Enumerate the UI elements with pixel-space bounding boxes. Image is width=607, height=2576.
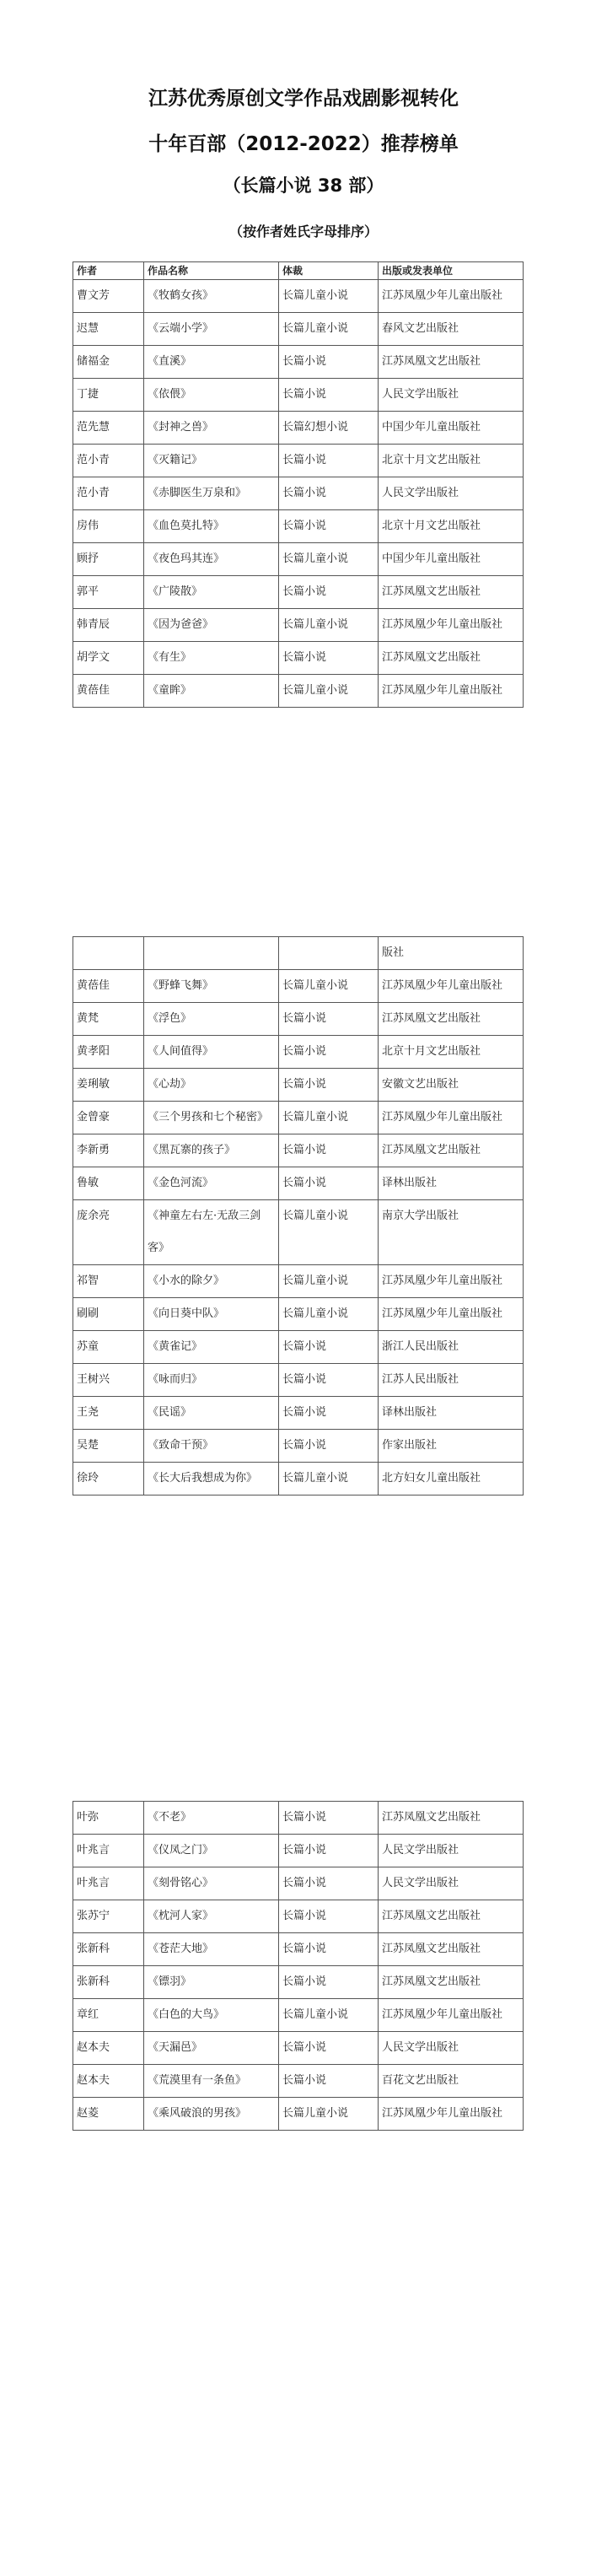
table-row (73, 1933, 524, 1966)
work-title-cell: 《金色河流》 (144, 1167, 279, 1200)
table-row (73, 445, 524, 477)
genre-cell: 长篇儿童小说 (279, 1200, 379, 1265)
publisher-cell: 北京十月文艺出版社 (379, 445, 524, 477)
author-cell: 迟慧 (73, 313, 144, 346)
work-title-cell: 《民谣》 (144, 1397, 279, 1430)
header-publisher: 出版或发表单位 (379, 262, 524, 280)
author-cell: 叶兆言 (73, 1867, 144, 1900)
author-cell: 李新勇 (73, 1134, 144, 1167)
table-row (73, 609, 524, 642)
publisher-cell: 江苏人民出版社 (379, 1364, 524, 1397)
publisher-cell: 北京十月文艺出版社 (379, 510, 524, 543)
publisher-cell: 版社 (379, 937, 524, 970)
genre-cell: 长篇儿童小说 (279, 543, 379, 576)
document-title-line-1: 江苏优秀原创文学作品戏剧影视转化 (148, 88, 459, 110)
author-cell: 苏童 (73, 1331, 144, 1364)
work-title-cell: 《人间值得》 (144, 1036, 279, 1069)
work-title-cell: 《直溪》 (144, 346, 279, 379)
work-title-cell: 《黑瓦寨的孩子》 (144, 1134, 279, 1167)
document-title-line-2: 十年百部（2012-2022）推荐榜单 (148, 133, 459, 155)
table-row (73, 1364, 524, 1397)
genre-cell: 长篇小说 (279, 1835, 379, 1867)
publisher-cell: 人民文学出版社 (379, 2032, 524, 2065)
table-row (73, 1167, 524, 1200)
author-cell: 房伟 (73, 510, 144, 543)
table-row (73, 1036, 524, 1069)
publisher-cell: 江苏凤凰少年儿童出版社 (379, 2098, 524, 2131)
publisher-cell: 江苏凤凰少年儿童出版社 (379, 1298, 524, 1331)
author-cell: 赵本夫 (73, 2032, 144, 2065)
author-cell: 储福金 (73, 346, 144, 379)
work-title-cell: 《致命干预》 (144, 1430, 279, 1463)
genre-cell: 长篇小说 (279, 1397, 379, 1430)
work-title-cell: 《广陵散》 (144, 576, 279, 609)
genre-cell: 长篇小说 (279, 477, 379, 510)
author-cell (73, 937, 144, 970)
publisher-cell: 江苏凤凰文艺出版社 (379, 576, 524, 609)
publisher-cell: 江苏凤凰文艺出版社 (379, 346, 524, 379)
publisher-cell: 中国少年儿童出版社 (379, 543, 524, 576)
publisher-cell: 南京大学出版社 (379, 1200, 524, 1265)
genre-cell: 长篇小说 (279, 1430, 379, 1463)
genre-cell: 长篇小说 (279, 1331, 379, 1364)
table-row (73, 1102, 524, 1134)
work-title-cell: 《长大后我想成为你》 (144, 1463, 279, 1495)
work-title-cell: 《刻骨铭心》 (144, 1867, 279, 1900)
work-title-cell: 《神童左右左·无敌三剑客》 (144, 1200, 279, 1265)
work-title-cell: 《云端小学》 (144, 313, 279, 346)
author-cell: 王树兴 (73, 1364, 144, 1397)
work-title-cell: 《荒漠里有一条鱼》 (144, 2065, 279, 2098)
table-row (73, 1069, 524, 1102)
author-cell: 黄蓓佳 (73, 970, 144, 1003)
table-row (73, 642, 524, 675)
work-title-cell: 《乘风破浪的男孩》 (144, 2098, 279, 2131)
table-row (73, 970, 524, 1003)
genre-cell: 长篇小说 (279, 1966, 379, 1999)
work-title-cell: 《心劫》 (144, 1069, 279, 1102)
work-title-cell: 《枕河人家》 (144, 1900, 279, 1933)
author-cell: 胡学文 (73, 642, 144, 675)
work-title-cell: 《向日葵中队》 (144, 1298, 279, 1331)
genre-cell: 长篇儿童小说 (279, 1463, 379, 1495)
author-cell: 刷刷 (73, 1298, 144, 1331)
author-cell: 郭平 (73, 576, 144, 609)
author-cell: 叶兆言 (73, 1835, 144, 1867)
table-row (73, 937, 524, 970)
author-cell: 范先慧 (73, 412, 144, 445)
table-row (73, 1835, 524, 1867)
genre-cell: 长篇小说 (279, 1867, 379, 1900)
author-cell: 姜琍敏 (73, 1069, 144, 1102)
header-genre: 体裁 (279, 262, 379, 280)
genre-cell: 长篇小说 (279, 346, 379, 379)
work-title-cell: 《镖羽》 (144, 1966, 279, 1999)
author-cell: 叶弥 (73, 1802, 144, 1835)
table-row (73, 1430, 524, 1463)
work-title-cell: 《浮色》 (144, 1003, 279, 1036)
genre-cell: 长篇儿童小说 (279, 1298, 379, 1331)
genre-cell: 长篇儿童小说 (279, 280, 379, 313)
header-author: 作者 (73, 262, 144, 280)
publisher-cell: 人民文学出版社 (379, 477, 524, 510)
table-row (73, 2065, 524, 2098)
recommendation-table-page-3 (73, 1801, 524, 2131)
publisher-cell: 作家出版社 (379, 1430, 524, 1463)
author-cell: 赵菱 (73, 2098, 144, 2131)
author-cell: 曹文芳 (73, 280, 144, 313)
genre-cell: 长篇小说 (279, 2065, 379, 2098)
author-cell: 张新科 (73, 1933, 144, 1966)
work-title-cell: 《灭籍记》 (144, 445, 279, 477)
table-row (73, 1265, 524, 1298)
author-cell: 鲁敏 (73, 1167, 144, 1200)
publisher-cell: 人民文学出版社 (379, 1835, 524, 1867)
publisher-cell: 译林出版社 (379, 1397, 524, 1430)
publisher-cell: 江苏凤凰少年儿童出版社 (379, 675, 524, 708)
work-title-cell: 《黄雀记》 (144, 1331, 279, 1364)
work-title-cell: 《野蜂飞舞》 (144, 970, 279, 1003)
author-cell: 黄孝阳 (73, 1036, 144, 1069)
table-row (73, 346, 524, 379)
genre-cell: 长篇儿童小说 (279, 675, 379, 708)
genre-cell: 长篇儿童小说 (279, 1102, 379, 1134)
author-cell: 章红 (73, 1999, 144, 2032)
author-cell: 张新科 (73, 1966, 144, 1999)
genre-cell: 长篇小说 (279, 1802, 379, 1835)
genre-cell: 长篇小说 (279, 1003, 379, 1036)
publisher-cell: 中国少年儿童出版社 (379, 412, 524, 445)
publisher-cell: 百花文艺出版社 (379, 2065, 524, 2098)
author-cell: 金曾豪 (73, 1102, 144, 1134)
table-row (73, 510, 524, 543)
genre-cell: 长篇小说 (279, 1933, 379, 1966)
publisher-cell: 江苏凤凰文艺出版社 (379, 1003, 524, 1036)
work-title-cell: 《不老》 (144, 1802, 279, 1835)
work-title-cell: 《血色莫扎特》 (144, 510, 279, 543)
publisher-cell: 江苏凤凰少年儿童出版社 (379, 1999, 524, 2032)
publisher-cell: 春风文艺出版社 (379, 313, 524, 346)
publisher-cell: 江苏凤凰少年儿童出版社 (379, 280, 524, 313)
table-row (73, 1802, 524, 1835)
genre-cell: 长篇小说 (279, 379, 379, 412)
publisher-cell: 安徽文艺出版社 (379, 1069, 524, 1102)
genre-cell: 长篇小说 (279, 1069, 379, 1102)
work-title-cell: 《有生》 (144, 642, 279, 675)
publisher-cell: 江苏凤凰文艺出版社 (379, 642, 524, 675)
genre-cell: 长篇小说 (279, 1134, 379, 1167)
table-row (73, 1397, 524, 1430)
publisher-cell: 江苏凤凰文艺出版社 (379, 1966, 524, 1999)
author-cell: 黄蓓佳 (73, 675, 144, 708)
table-row (73, 2098, 524, 2131)
header-work-title: 作品名称 (144, 262, 279, 280)
publisher-cell: 江苏凤凰文艺出版社 (379, 1134, 524, 1167)
genre-cell: 长篇小说 (279, 510, 379, 543)
publisher-cell: 江苏凤凰少年儿童出版社 (379, 1102, 524, 1134)
table-row (73, 1966, 524, 1999)
genre-cell (279, 937, 379, 970)
recommendation-table-page-2 (73, 936, 524, 1495)
sort-order-subtitle: （按作者姓氏字母排序） (228, 224, 378, 240)
work-title-cell: 《咏而归》 (144, 1364, 279, 1397)
work-title-cell: 《依偎》 (144, 379, 279, 412)
work-title-cell: 《夜色玛其连》 (144, 543, 279, 576)
author-cell: 黄梵 (73, 1003, 144, 1036)
author-cell: 赵本夫 (73, 2065, 144, 2098)
table-row (73, 1298, 524, 1331)
table-row (73, 313, 524, 346)
genre-cell: 长篇小说 (279, 1167, 379, 1200)
table-row (73, 1331, 524, 1364)
author-cell: 范小青 (73, 445, 144, 477)
table-row (73, 280, 524, 313)
table-row (73, 1134, 524, 1167)
table-row (73, 1999, 524, 2032)
publisher-cell: 北方妇女儿童出版社 (379, 1463, 524, 1495)
author-cell: 祁智 (73, 1265, 144, 1298)
genre-cell: 长篇儿童小说 (279, 313, 379, 346)
work-title-cell: 《童眸》 (144, 675, 279, 708)
work-title-cell: 《三个男孩和七个秘密》 (144, 1102, 279, 1134)
table-row (73, 1200, 524, 1265)
publisher-cell: 人民文学出版社 (379, 1867, 524, 1900)
publisher-cell: 江苏凤凰文艺出版社 (379, 1933, 524, 1966)
table-row (73, 576, 524, 609)
table-row (73, 379, 524, 412)
genre-cell: 长篇小说 (279, 2032, 379, 2065)
author-cell: 范小青 (73, 477, 144, 510)
work-title-cell: 《因为爸爸》 (144, 609, 279, 642)
author-cell: 王尧 (73, 1397, 144, 1430)
genre-cell: 长篇小说 (279, 1364, 379, 1397)
work-title-cell: 《封神之兽》 (144, 412, 279, 445)
work-title-cell: 《赤脚医生万泉和》 (144, 477, 279, 510)
publisher-cell: 译林出版社 (379, 1167, 524, 1200)
genre-cell: 长篇幻想小说 (279, 412, 379, 445)
table-row (73, 1867, 524, 1900)
genre-cell: 长篇儿童小说 (279, 1265, 379, 1298)
table-row (73, 477, 524, 510)
table-row (73, 2032, 524, 2065)
table-row (73, 1463, 524, 1495)
genre-cell: 长篇儿童小说 (279, 1999, 379, 2032)
author-cell: 丁捷 (73, 379, 144, 412)
publisher-cell: 江苏凤凰少年儿童出版社 (379, 1265, 524, 1298)
publisher-cell: 江苏凤凰文艺出版社 (379, 1900, 524, 1933)
author-cell: 韩青辰 (73, 609, 144, 642)
publisher-cell: 人民文学出版社 (379, 379, 524, 412)
publisher-cell: 江苏凤凰文艺出版社 (379, 1802, 524, 1835)
publisher-cell: 江苏凤凰少年儿童出版社 (379, 609, 524, 642)
author-cell: 庞余亮 (73, 1200, 144, 1265)
recommendation-table-page-1 (73, 261, 524, 708)
work-title-cell: 《仪凤之门》 (144, 1835, 279, 1867)
work-title-cell: 《牧鹤女孩》 (144, 280, 279, 313)
author-cell: 徐玲 (73, 1463, 144, 1495)
work-title-cell: 《苍茫大地》 (144, 1933, 279, 1966)
table-row (73, 543, 524, 576)
table-row (73, 675, 524, 708)
document-title-line-3: （长篇小说 38 部） (223, 175, 384, 196)
work-title-cell (144, 937, 279, 970)
work-title-cell: 《小水的除夕》 (144, 1265, 279, 1298)
author-cell: 张苏宁 (73, 1900, 144, 1933)
genre-cell: 长篇小说 (279, 1036, 379, 1069)
genre-cell: 长篇小说 (279, 445, 379, 477)
genre-cell: 长篇儿童小说 (279, 2098, 379, 2131)
publisher-cell: 北京十月文艺出版社 (379, 1036, 524, 1069)
author-cell: 吴楚 (73, 1430, 144, 1463)
work-title-cell: 《天漏邑》 (144, 2032, 279, 2065)
genre-cell: 长篇儿童小说 (279, 970, 379, 1003)
table-row (73, 1900, 524, 1933)
genre-cell: 长篇小说 (279, 1900, 379, 1933)
genre-cell: 长篇小说 (279, 642, 379, 675)
genre-cell: 长篇儿童小说 (279, 609, 379, 642)
genre-cell: 长篇小说 (279, 576, 379, 609)
table-row (73, 412, 524, 445)
author-cell: 顾抒 (73, 543, 144, 576)
publisher-cell: 浙江人民出版社 (379, 1331, 524, 1364)
work-title-cell: 《白色的大鸟》 (144, 1999, 279, 2032)
table-header-row (73, 262, 524, 280)
table-row (73, 1003, 524, 1036)
publisher-cell: 江苏凤凰少年儿童出版社 (379, 970, 524, 1003)
